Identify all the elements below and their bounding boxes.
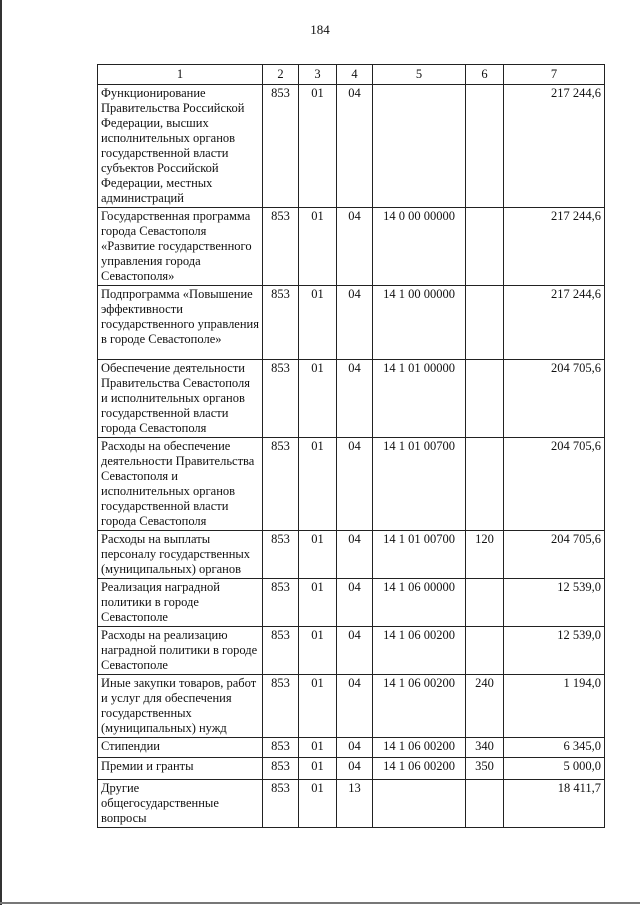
row-subsection-cell: 13: [337, 780, 373, 828]
row-amount-cell: 204 705,6: [504, 438, 605, 531]
row-section-cell: 01: [299, 438, 337, 531]
row-target-article-cell: 14 1 01 00700: [373, 438, 466, 531]
row-target-article-cell: 14 0 00 00000: [373, 208, 466, 286]
row-section-cell: 01: [299, 208, 337, 286]
row-section-cell: 01: [299, 758, 337, 780]
row-expense-type-cell: 350: [466, 758, 504, 780]
row-expense-type-cell: [466, 85, 504, 208]
budget-table: [97, 64, 605, 828]
row-section-cell: 01: [299, 85, 337, 208]
row-name-cell: Государственная программа города Севастополя «Развитие государственного управления города Севастополя»: [98, 208, 263, 286]
row-code-cell: 853: [263, 286, 299, 360]
row-expense-type-cell: [466, 579, 504, 627]
header-cell: 6: [466, 65, 504, 85]
header-cell: 1: [98, 65, 263, 85]
row-subsection-cell: 04: [337, 579, 373, 627]
row-expense-type-cell: 240: [466, 675, 504, 738]
row-name-cell: Расходы на обеспечение деятельности Правительства Севастополя и исполнительных органов государственной власти города Севастополя: [98, 438, 263, 531]
row-target-article-cell: 14 1 01 00000: [373, 360, 466, 438]
row-target-article-cell: 14 1 06 00200: [373, 758, 466, 780]
row-subsection-cell: 04: [337, 208, 373, 286]
row-section-cell: 01: [299, 627, 337, 675]
row-subsection-cell: 04: [337, 85, 373, 208]
row-subsection-cell: 04: [337, 758, 373, 780]
row-amount-cell: 18 411,7: [504, 780, 605, 828]
row-name-cell: Иные закупки товаров, работ и услуг для обеспечения государственных (муниципальных) нужд: [98, 675, 263, 738]
row-subsection-cell: 04: [337, 627, 373, 675]
header-cell: 2: [263, 65, 299, 85]
table-row: [98, 360, 605, 438]
row-code-cell: 853: [263, 208, 299, 286]
row-amount-cell: 1 194,0: [504, 675, 605, 738]
row-expense-type-cell: 120: [466, 531, 504, 579]
row-expense-type-cell: 340: [466, 738, 504, 758]
row-section-cell: 01: [299, 780, 337, 828]
row-subsection-cell: 04: [337, 531, 373, 579]
row-code-cell: 853: [263, 579, 299, 627]
header-cell: 5: [373, 65, 466, 85]
row-amount-cell: 217 244,6: [504, 208, 605, 286]
page-number: 184: [310, 22, 330, 37]
row-name-cell: Реализация наградной политики в городе Севастополе: [98, 579, 263, 627]
table-row: [98, 675, 605, 738]
header-cell: 3: [299, 65, 337, 85]
row-section-cell: 01: [299, 286, 337, 360]
row-target-article-cell: 14 1 06 00000: [373, 579, 466, 627]
row-code-cell: 853: [263, 627, 299, 675]
row-section-cell: 01: [299, 360, 337, 438]
header-cell: 4: [337, 65, 373, 85]
row-subsection-cell: 04: [337, 286, 373, 360]
row-name-cell: Премии и гранты: [98, 758, 263, 780]
row-amount-cell: 12 539,0: [504, 579, 605, 627]
table-body: [98, 85, 605, 828]
header-cell: 7: [504, 65, 605, 85]
row-code-cell: 853: [263, 531, 299, 579]
row-name-cell: Расходы на выплаты персоналу государственных (муниципальных) органов: [98, 531, 263, 579]
row-target-article-cell: 14 1 06 00200: [373, 627, 466, 675]
row-amount-cell: 217 244,6: [504, 85, 605, 208]
row-code-cell: 853: [263, 780, 299, 828]
row-expense-type-cell: [466, 627, 504, 675]
row-name-cell: Обеспечение деятельности Правительства Севастополя и исполнительных органов государственной власти города Севастополя: [98, 360, 263, 438]
row-target-article-cell: 14 1 00 00000: [373, 286, 466, 360]
table-row: [98, 738, 605, 758]
row-expense-type-cell: [466, 286, 504, 360]
row-name-cell: Стипендии: [98, 738, 263, 758]
row-target-article-cell: [373, 85, 466, 208]
row-code-cell: 853: [263, 360, 299, 438]
row-target-article-cell: 14 1 01 00700: [373, 531, 466, 579]
row-section-cell: 01: [299, 675, 337, 738]
row-code-cell: 853: [263, 738, 299, 758]
table-row: [98, 579, 605, 627]
table-row: [98, 438, 605, 531]
table-row: [98, 531, 605, 579]
row-amount-cell: 6 345,0: [504, 738, 605, 758]
scan-bottom-edge: [0, 902, 640, 904]
table-header-row: [98, 65, 605, 85]
row-amount-cell: 204 705,6: [504, 360, 605, 438]
row-code-cell: 853: [263, 85, 299, 208]
row-code-cell: 853: [263, 675, 299, 738]
row-subsection-cell: 04: [337, 675, 373, 738]
row-amount-cell: 5 000,0: [504, 758, 605, 780]
row-expense-type-cell: [466, 438, 504, 531]
table-row: [98, 286, 605, 360]
row-expense-type-cell: [466, 360, 504, 438]
row-subsection-cell: 04: [337, 738, 373, 758]
row-code-cell: 853: [263, 438, 299, 531]
row-subsection-cell: 04: [337, 438, 373, 531]
row-amount-cell: 204 705,6: [504, 531, 605, 579]
table-row: [98, 758, 605, 780]
row-target-article-cell: 14 1 06 00200: [373, 738, 466, 758]
row-target-article-cell: 14 1 06 00200: [373, 675, 466, 738]
row-section-cell: 01: [299, 531, 337, 579]
row-amount-cell: 217 244,6: [504, 286, 605, 360]
table-row: [98, 780, 605, 828]
row-name-cell: Расходы на реализацию наградной политики в городе Севастополе: [98, 627, 263, 675]
table-row: [98, 208, 605, 286]
row-amount-cell: 12 539,0: [504, 627, 605, 675]
scan-left-edge: [0, 0, 2, 905]
row-name-cell: Другие общегосударственные вопросы: [98, 780, 263, 828]
row-subsection-cell: 04: [337, 360, 373, 438]
row-code-cell: 853: [263, 758, 299, 780]
table-row: [98, 85, 605, 208]
table-row: [98, 627, 605, 675]
row-name-cell: Подпрограмма «Повышение эффективности государственного управления в городе Севастополе»: [98, 286, 263, 360]
row-expense-type-cell: [466, 780, 504, 828]
row-name-cell: Функционирование Правительства Российской Федерации, высших исполнительных органов государственной власти субъектов Российской Федерации, местных администраций: [98, 85, 263, 208]
row-expense-type-cell: [466, 208, 504, 286]
row-section-cell: 01: [299, 579, 337, 627]
row-section-cell: 01: [299, 738, 337, 758]
row-target-article-cell: [373, 780, 466, 828]
